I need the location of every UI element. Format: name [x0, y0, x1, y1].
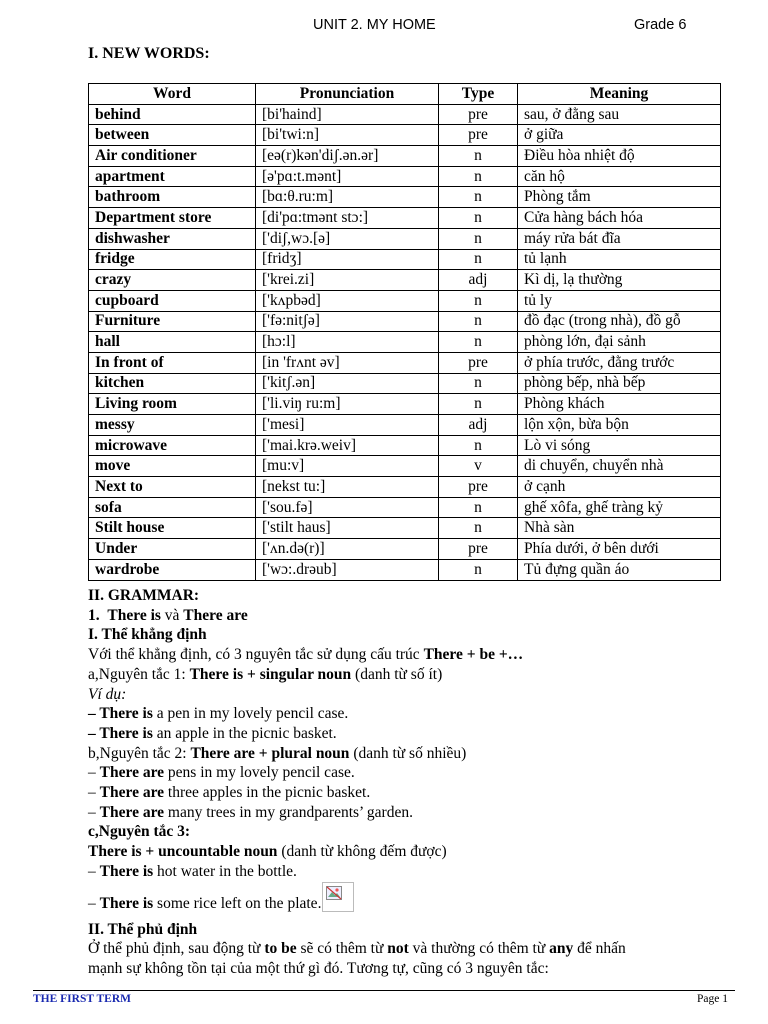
cell-pronunciation: ['sou.fə]: [256, 497, 439, 518]
cell-pronunciation: [bi'twi:n]: [256, 125, 439, 146]
example-6: – There is hot water in the bottle.: [88, 862, 297, 880]
example-3: – There are pens in my lovely pencil case.: [88, 764, 355, 782]
table-row: [89, 518, 721, 539]
vocabulary-table: [88, 83, 721, 581]
cell-type: pre: [439, 477, 518, 498]
cell-type: n: [439, 187, 518, 208]
cell-meaning: căn hộ: [518, 166, 721, 187]
cell-word: behind: [89, 104, 256, 125]
table-row: [89, 146, 721, 167]
cell-word: Furniture: [89, 311, 256, 332]
col-header-meaning: Meaning: [518, 84, 721, 105]
table-row: [89, 270, 721, 291]
cell-meaning: tủ lạnh: [518, 249, 721, 270]
cell-type: n: [439, 249, 518, 270]
affirmative-heading: I. Thể khẳng định: [88, 626, 207, 644]
cell-word: hall: [89, 332, 256, 353]
grammar-section: [88, 586, 748, 979]
broken-image-icon: [322, 882, 354, 912]
example-5: – There are many trees in my grandparents’ garden.: [88, 803, 413, 821]
cell-pronunciation: ['ʌn.də(r)]: [256, 539, 439, 560]
cell-meaning: đồ đạc (trong nhà), đồ gỗ: [518, 311, 721, 332]
table-row: [89, 394, 721, 415]
table-row: [89, 104, 721, 125]
cell-pronunciation: ['kʌpbəd]: [256, 290, 439, 311]
cell-word: fridge: [89, 249, 256, 270]
rule-3-heading: c,Nguyên tắc 3:: [88, 823, 191, 841]
cell-pronunciation: [bɑ:θ.ru:m]: [256, 187, 439, 208]
table-row: [89, 228, 721, 249]
cell-meaning: Phía dưới, ở bên dưới: [518, 539, 721, 560]
cell-pronunciation: ['mai.krə.weiv]: [256, 435, 439, 456]
example-7: – There is some rice left on the plate.: [88, 882, 748, 920]
table-row: [89, 415, 721, 436]
cell-type: n: [439, 228, 518, 249]
cell-pronunciation: ['krei.zi]: [256, 270, 439, 291]
cell-pronunciation: ['stilt haus]: [256, 518, 439, 539]
cell-type: adj: [439, 415, 518, 436]
cell-pronunciation: ['kitʃ.ən]: [256, 373, 439, 394]
cell-pronunciation: ['fə:nitʃə]: [256, 311, 439, 332]
cell-type: n: [439, 497, 518, 518]
cell-word: In front of: [89, 352, 256, 373]
table-row: [89, 539, 721, 560]
rule-3: There is + uncountable noun (danh từ không đếm được): [88, 843, 447, 861]
cell-meaning: tủ ly: [518, 290, 721, 311]
grammar-heading: II. GRAMMAR:: [88, 587, 200, 604]
cell-type: pre: [439, 539, 518, 560]
cell-word: sofa: [89, 497, 256, 518]
rule-1: a,Nguyên tắc 1: There is + singular noun (danh từ số ít): [88, 665, 443, 683]
cell-word: Department store: [89, 208, 256, 229]
rule-2: b,Nguyên tắc 2: There are + plural noun (danh từ số nhiều): [88, 744, 467, 762]
table-row: [89, 166, 721, 187]
col-header-pronunciation: Pronunciation: [256, 84, 439, 105]
table-header-row: [89, 84, 721, 105]
section-new-words: I. NEW WORDS:: [88, 45, 210, 62]
cell-type: pre: [439, 352, 518, 373]
negative-line-2: mạnh sự không tồn tại của một thứ gì đó. Tương tự, cũng có 3 nguyên tắc:: [88, 959, 549, 977]
cell-meaning: lộn xộn, bừa bộn: [518, 415, 721, 436]
cell-word: Under: [89, 539, 256, 560]
cell-meaning: máy rửa bát đĩa: [518, 228, 721, 249]
cell-word: bathroom: [89, 187, 256, 208]
example-label: Ví dụ:: [88, 685, 127, 703]
cell-pronunciation: [fridʒ]: [256, 249, 439, 270]
table-row: [89, 249, 721, 270]
cell-pronunciation: [ə'pɑ:t.mənt]: [256, 166, 439, 187]
cell-word: cupboard: [89, 290, 256, 311]
cell-type: n: [439, 311, 518, 332]
table-row: [89, 290, 721, 311]
cell-meaning: ở phía trước, đằng trước: [518, 352, 721, 373]
cell-word: Living room: [89, 394, 256, 415]
cell-word: dishwasher: [89, 228, 256, 249]
cell-meaning: ở cạnh: [518, 477, 721, 498]
cell-pronunciation: [eə(r)kən'diʃ.ən.ər]: [256, 146, 439, 167]
cell-pronunciation: [in 'frʌnt əv]: [256, 352, 439, 373]
cell-type: n: [439, 435, 518, 456]
cell-meaning: sau, ở đằng sau: [518, 104, 721, 125]
table-row: [89, 311, 721, 332]
cell-pronunciation: [di'pɑ:tmənt stɔ:]: [256, 208, 439, 229]
table-row: [89, 125, 721, 146]
cell-type: n: [439, 373, 518, 394]
cell-meaning: Kì dị, lạ thường: [518, 270, 721, 291]
table-row: [89, 559, 721, 580]
cell-word: crazy: [89, 270, 256, 291]
negative-heading: II. Thể phủ định: [88, 920, 198, 938]
cell-meaning: phòng bếp, nhà bếp: [518, 373, 721, 394]
cell-type: n: [439, 146, 518, 167]
cell-pronunciation: ['wɔ:.drəub]: [256, 559, 439, 580]
cell-word: Air conditioner: [89, 146, 256, 167]
cell-type: n: [439, 290, 518, 311]
table-row: [89, 332, 721, 353]
col-header-type: Type: [439, 84, 518, 105]
cell-pronunciation: [nekst tu:]: [256, 477, 439, 498]
cell-meaning: ghế xôfa, ghế tràng kỷ: [518, 497, 721, 518]
example-4: – There are three apples in the picnic basket.: [88, 784, 371, 802]
example-1: – There is a pen in my lovely pencil case.: [88, 705, 349, 723]
cell-type: adj: [439, 270, 518, 291]
cell-type: pre: [439, 104, 518, 125]
table-row: [89, 352, 721, 373]
cell-pronunciation: [bi'haind]: [256, 104, 439, 125]
example-2: – There is an apple in the picnic basket.: [88, 724, 337, 742]
cell-word: Next to: [89, 477, 256, 498]
cell-word: messy: [89, 415, 256, 436]
cell-meaning: phòng lớn, đại sảnh: [518, 332, 721, 353]
table-row: [89, 497, 721, 518]
affirmative-intro: Với thể khẳng định, có 3 nguyên tắc sử dụng cấu trúc There + be +…: [88, 646, 524, 664]
cell-meaning: Cửa hàng bách hóa: [518, 208, 721, 229]
table-row: [89, 477, 721, 498]
cell-meaning: Lò vi sóng: [518, 435, 721, 456]
cell-meaning: di chuyển, chuyển nhà: [518, 456, 721, 477]
grade-label: Grade 6: [634, 17, 687, 33]
negative-line-1: Ở thể phủ định, sau động từ to be sẽ có thêm từ not và thường có thêm từ any để nhấn: [88, 940, 626, 958]
cell-type: n: [439, 166, 518, 187]
cell-meaning: Nhà sàn: [518, 518, 721, 539]
cell-word: move: [89, 456, 256, 477]
cell-meaning: Tủ đựng quần áo: [518, 559, 721, 580]
cell-word: wardrobe: [89, 559, 256, 580]
table-row: [89, 435, 721, 456]
cell-word: microwave: [89, 435, 256, 456]
cell-word: Stilt house: [89, 518, 256, 539]
cell-type: n: [439, 518, 518, 539]
cell-pronunciation: ['diʃ,wɔ.[ə]: [256, 228, 439, 249]
cell-meaning: Điều hòa nhiệt độ: [518, 146, 721, 167]
cell-word: between: [89, 125, 256, 146]
cell-word: apartment: [89, 166, 256, 187]
cell-type: n: [439, 394, 518, 415]
col-header-word: Word: [89, 84, 256, 105]
table-row: [89, 456, 721, 477]
footer-term: THE FIRST TERM: [33, 993, 131, 1005]
cell-type: pre: [439, 125, 518, 146]
cell-type: n: [439, 332, 518, 353]
table-row: [89, 373, 721, 394]
footer-page-number: Page 1: [697, 993, 728, 1005]
cell-meaning: Phòng khách: [518, 394, 721, 415]
unit-title: UNIT 2. MY HOME: [313, 17, 436, 33]
cell-pronunciation: [hɔ:l]: [256, 332, 439, 353]
cell-type: n: [439, 208, 518, 229]
cell-meaning: ở giữa: [518, 125, 721, 146]
cell-type: v: [439, 456, 518, 477]
cell-type: n: [439, 559, 518, 580]
cell-pronunciation: [mu:v]: [256, 456, 439, 477]
cell-pronunciation: ['li.viŋ ru:m]: [256, 394, 439, 415]
cell-meaning: Phòng tắm: [518, 187, 721, 208]
cell-pronunciation: ['mesi]: [256, 415, 439, 436]
table-row: [89, 208, 721, 229]
grammar-item-1: 1. There is và There are: [88, 606, 248, 624]
table-row: [89, 187, 721, 208]
footer-divider: [33, 990, 735, 991]
cell-word: kitchen: [89, 373, 256, 394]
